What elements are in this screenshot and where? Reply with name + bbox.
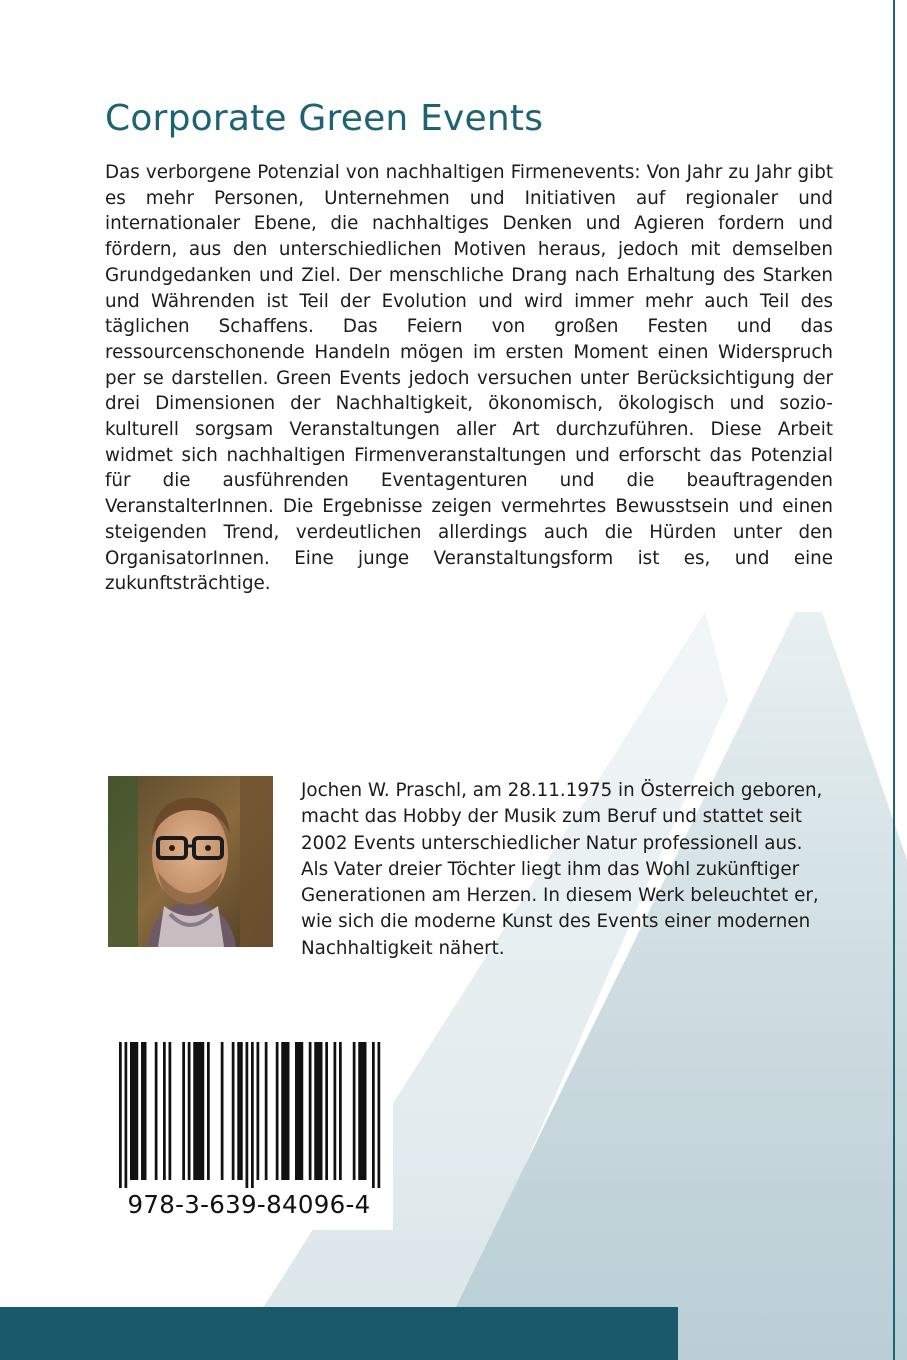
barcode-bar	[169, 1042, 172, 1180]
barcode-bar	[246, 1042, 249, 1188]
barcode-bar	[155, 1042, 158, 1180]
barcode-bar	[257, 1042, 260, 1180]
barcode-bar	[251, 1042, 254, 1188]
barcode-bar	[309, 1042, 312, 1180]
book-title: Corporate Green Events	[105, 98, 544, 139]
barcode-bar	[353, 1042, 356, 1180]
barcode-bar	[193, 1042, 204, 1180]
barcode-bar	[265, 1042, 268, 1180]
barcode-bar	[141, 1042, 147, 1180]
barcode-bar	[232, 1042, 235, 1180]
right-edge-line	[893, 0, 895, 1360]
barcode-bar	[276, 1042, 279, 1180]
barcode-bar	[163, 1042, 166, 1180]
barcode-bar	[207, 1042, 210, 1180]
barcode-bar	[119, 1042, 122, 1188]
barcode-bar	[314, 1042, 322, 1180]
barcode-bar	[378, 1042, 381, 1188]
barcode-bar	[125, 1042, 128, 1188]
barcode-bar	[188, 1042, 191, 1180]
barcode-bar	[237, 1042, 243, 1180]
barcode-bars	[105, 1030, 393, 1188]
author-biography: Jochen W. Praschl, am 28.11.1975 in Österreich geboren, macht das Hobby der Musik zum Beruf und stattet seit 2002 Events unterschiedlicher Natur professionell aus. Als Vater dreier Töchter liegt ihm das Wohl zukünftiger Generationen am Herzen. In diesem Werk beleuchtet er, wie sich die moderne Kunst des Events einer modernen Nachhaltigkeit nähert.	[301, 780, 823, 959]
barcode-bar	[221, 1042, 224, 1180]
bottom-color-bar	[0, 1307, 678, 1360]
barcode-bar	[182, 1042, 185, 1180]
barcode-bar	[372, 1042, 375, 1188]
isbn-number: 978-3-639-84096-4	[127, 1190, 371, 1219]
barcode-bar	[339, 1042, 342, 1180]
barcode-bar	[281, 1042, 289, 1180]
author-photo	[108, 776, 273, 947]
barcode-bar	[130, 1042, 138, 1180]
barcode-bar	[334, 1042, 337, 1180]
isbn-barcode	[105, 1030, 393, 1230]
barcode-bar	[295, 1042, 303, 1180]
barcode-bar	[325, 1042, 328, 1180]
book-description: Das verborgene Potenzial von nachhaltigen Firmenevents: Von Jahr zu Jahr gibt es mehr Personen, Unternehmen und Initiativen auf regionaler und internationaler Ebene, die nachhaltiges Denken und Agieren fordern und fördern, aus den unterschiedlichen Motiven heraus, jedoch mit demselben Grundgedanken und Ziel. Der menschliche Drang nach Erhaltung des Starken und Währenden ist Teil der Evolution und wird immer mehr auch Teil des täglichen Schaffens. Das Feiern von großen Festen und das ressourcenschonende Handeln mögen im ersten Moment einen Widerspruch per se darstellen. Green Events jedoch versuchen unter Berücksichtigung der drei Dimensionen der Nachhaltigkeit, ökonomisch, ökologisch und sozio-kulturell sorgsam Veranstaltungen aller Art durchzuführen. Diese Arbeit widmet sich nachhaltigen Firmenveranstaltungen und erforscht das Potenzial für die ausführenden Eventagenturen und die beauftragenden VeranstalterInnen. Die Ergebnisse zeigen vermehrtes Bewusstsein und einen steigenden Trend, verdeutlichen allerdings auch die Hürden unter den OrganisatorInnen. Eine junge Veranstaltungsform ist es, und eine zukunftsträchtige.	[105, 162, 833, 595]
barcode-bar	[358, 1042, 366, 1180]
